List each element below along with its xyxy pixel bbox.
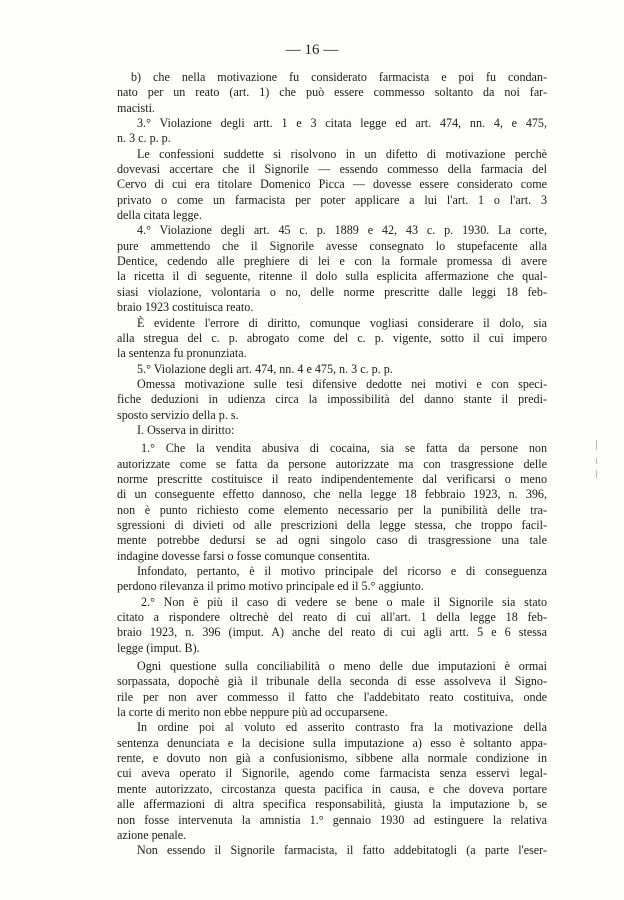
text-line: In ordine poi al voluto ed asserito contrasto fra la motivazione della [137,720,547,735]
text-line: Infondato, pertanto, è il motivo principale del ricorso e di conseguenza [137,564,547,578]
text-line: 1.° Che la vendita abusiva di cocaina, sia se fatta da persone non [141,441,547,456]
text-line: rile per non aver commesso il fatto che l'addebitato reato costituiva, onde [117,689,547,704]
margin-mark [596,458,597,464]
text-line: perdono rilevanza il primo motivo principale ed il 5.° aggiunto. [117,579,424,594]
text-line: siasi violazione, volontaria o no, delle norme prescritte dalle leggi 18 feb- [117,284,547,299]
text-line: Le confessioni suddette si risolvono in un difetto di motivazione perchè [137,146,547,161]
body-text [117,70,547,859]
text-line: mente autorizzato, circostanza questa pacifica in causa, e che doveva portare [117,781,547,796]
text-line: Omessa motivazione sulle tesi difensive dedotte nei motivi e con speci- [137,376,547,391]
text-line: braio 1923 costituisca reato. [117,300,254,315]
text-line: la sentenza fu pronunziata. [117,346,247,361]
text-line: sgressioni di divieti od alle prescrizioni della legge stessa, che troppo facil- [117,517,547,532]
text-line: sposto servizio della p. s. [117,407,239,422]
text-line: rente, e dovuto non già a confusionismo, sibbene alla normale condizione in [117,751,547,766]
text-line: braio 1923, n. 396 (imput. A) anche del reato di cui agli artt. 5 e 6 stessa [117,625,547,640]
text-line: macisti. [117,100,155,115]
text-line: pure ammettendo che il Signorile avesse consegnato lo stupefacente alla [117,238,547,253]
text-line: la ricetta il dì seguente, ritenne il dolo sulla esplicita affermazione che qual- [117,269,547,284]
text-line: di un conseguente effetto dannoso, che nella legge 18 febbraio 1923, n. 396, [117,487,547,502]
text-line: azione penale. [117,827,187,842]
margin-mark [596,470,597,478]
text-line: non fosse intervenuta la amnistia 1.° gennaio 1930 ad estinguere la relativa [117,812,547,827]
text-line: Ogni questione sulla conciliabilità o meno delle due imputazioni è ormai [137,659,547,674]
text-line: b) che nella motivazione fu considerato farmacista e poi fu condan- [131,70,547,84]
text-line: alla stregua del c. p. abrogato come del c. p. vigente, sotto il cui impero [117,330,547,345]
text-line: norme prescritte costituisce il reato indipendentemente dal verificarsi o meno [117,471,547,486]
text-line: privato o come un farmacista per poter applicare a lui l'art. 1 o l'art. 3 [117,192,547,207]
text-line: indagine dovesse farsi o fosse comunque consentita. [117,548,370,563]
text-line: citato a rispondere oltrechè del reato di cui all'art. 1 della legge 18 feb- [117,610,547,625]
text-line: Non essendo il Signorile farmacista, il fatto addebitatogli (a parte l'eser- [137,843,547,858]
text-line: Cervo di cui era titolare Domenico Picca — dovesse essere considerato come [117,177,547,192]
text-line: autorizzate come se fatta da persone autorizzate ma con trasgressione delle [117,456,547,471]
text-line: cui aveva operato il Signorile, agendo come farmacista senza esservi legal- [117,766,547,781]
text-line: sorpassata, dopochè già il tribunale della seconda di esse assolveva il Signo- [117,674,547,689]
text-line: fiche deduzioni in udienza circa la impossibilità del danno stante il predi- [117,392,547,407]
text-line: sentenza denunciata e la decisione sulla imputazione a) esso è soltanto appa- [117,735,547,750]
text-line: 4.° Violazione degli art. 45 c. p. 1889 e 42, 43 c. p. 1930. La corte, [137,223,547,238]
text-line: Dentice, cedendo alle preghiere di lei e con la formale promessa di avere [117,254,547,269]
text-line: 2.° Non è più il caso di vedere se bene o male il Signorile sia stato [141,594,547,609]
text-line: 5.° Violazione degli art. 474, nn. 4 e 475, n. 3 c. p. p. [137,361,393,376]
text-line: della citata legge. [117,208,202,223]
text-line: I. Osserva in diritto: [137,422,235,437]
text-line: dovevasi accertare che il Signorile — essendo commesso della farmacia del [117,162,547,177]
text-line: n. 3 c. p. p. [117,131,171,146]
text-line: È evidente l'errore di diritto, comunque vogliasi considerare il dolo, sia [137,315,547,330]
text-line: legge (imput. B). [117,640,200,655]
text-line: non è punto richiesto come elemento necessario per la punibilità delle tra- [117,502,547,517]
text-line: 3.° Violazione degli artt. 1 e 3 citata legge ed art. 474, nn. 4, e 475, [137,116,547,131]
margin-mark [596,440,597,450]
text-line: mente potrebbe dedursi se ad ogni singolo caso di trasgressione una tale [117,533,547,548]
text-line: la corte di merito non ebbe neppure più ad occuparsene. [117,705,388,720]
text-line: alle affermazioni di altra specifica responsabilità, giusta la imputazione b, se [117,797,547,812]
page-number: — 16 — [285,42,339,58]
text-line: nato per un reato (art. 1) che può essere commesso soltanto da noi far- [117,85,547,100]
